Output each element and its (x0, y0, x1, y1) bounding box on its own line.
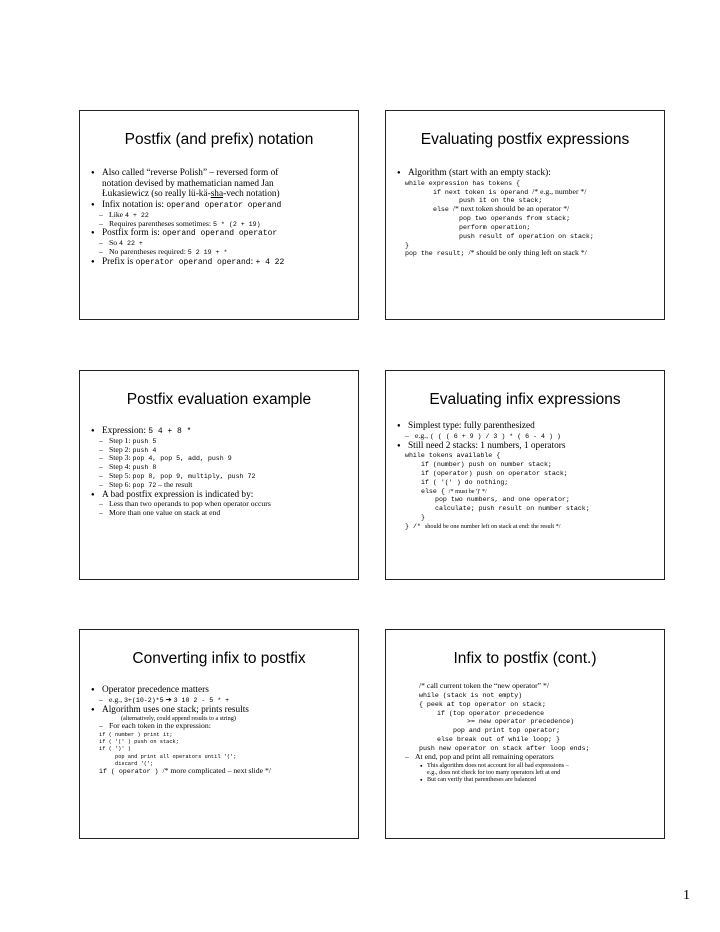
list-item: ● This algorithm does not account for all bad expressions – (397, 762, 658, 769)
code-line: } /* should be one number left on stack at end: the result */ (405, 521, 561, 530)
slide-title: Converting infix to postfix (132, 650, 306, 667)
slide-postfix-prefix-notation (79, 110, 359, 320)
code-line: >= new operator precedence) (467, 717, 575, 726)
list-item: ● Also called “reverse Polish” – reversed form of (91, 168, 352, 179)
slide-body (91, 685, 352, 776)
list-item: ● Operator precedence matters (91, 685, 352, 696)
slide-title: Postfix (and prefix) notation (124, 131, 314, 148)
list-item: ● Prefix is operator operand operand: + 4 22 (91, 257, 352, 268)
page-number: 1 (683, 888, 690, 903)
list-item-note: (alternatively, could append results to a string) (121, 715, 236, 723)
code-line: if (number) push on number stack; (421, 460, 552, 469)
code-line: if (top operator precedence (437, 708, 545, 717)
right-arrow-icon: ➔ (165, 694, 172, 704)
list-item: – For each token in the expression: (91, 722, 352, 731)
slide-title: Postfix evaluation example (126, 391, 312, 408)
list-item: – Step 6: pop 72 – the result (91, 481, 352, 490)
list-item: ● Simplest type: fully parenthesized (397, 421, 658, 432)
code-line: else /* next token should be an operator */ (433, 204, 570, 214)
code-line: if ( '(' ) do nothing; (421, 477, 509, 486)
slide-title: Infix to postfix (cont.) (453, 650, 597, 667)
code-line: else break out of while loop; } (437, 735, 560, 744)
code-line: if (operator) push on operator stack; (421, 468, 568, 477)
code-line: pop and print top operator; (453, 726, 561, 735)
list-item: – More than one value on stack at end (91, 509, 352, 518)
slide-converting-infix-to-postfix (79, 629, 359, 839)
list-item: – Step 4: push 8 (91, 463, 352, 472)
code-line: push new operator on stack after loop ends; (419, 743, 590, 752)
list-item: ● But can verify that parentheses are balanced (397, 776, 658, 783)
code-line: while (stack is not empty) (419, 690, 523, 699)
list-item: – Step 3: pop 4, pop 5, add, push 9 (91, 454, 352, 463)
slide-body (397, 168, 658, 258)
code-line: pop two operands from stack; (459, 214, 571, 223)
list-item: – Requires parentheses sometimes: 5 * (2 + 19) (91, 220, 352, 229)
slide-evaluating-infix (385, 370, 665, 580)
code-line: { peek at top operator on stack; (419, 699, 546, 708)
slide-body (91, 426, 352, 518)
list-item: – e.g., ( ( ( 6 + 9 ) / 3 ) * ( 6 - 4 ) ) (397, 432, 658, 441)
list-item: ● Algorithm (start with an empty stack): (397, 168, 658, 179)
list-item: – e.g., 3+(10-2)*5 ➔ 3 10 2 - 5 * + (91, 696, 352, 705)
code-line: while tokens available { (405, 451, 501, 460)
slide-body (397, 421, 658, 531)
slide-body (91, 168, 352, 268)
list-item: – Step 5: pop 8, pop 9, multiply, push 72 (91, 472, 352, 481)
code-line: calculate; push result on number stack; (435, 504, 590, 513)
code-line: pop the result; /* should be only thing left on stack */ (405, 248, 587, 258)
comment-line: /* call current token the “new operator” */ (419, 681, 549, 690)
list-item: – Less than two operands to pop when operator occurs (91, 500, 352, 509)
list-item: Łukasiewicz (so really lü-kä-sha-vech notation) (102, 189, 280, 200)
code-line: else { /* must be ')' */ (421, 486, 487, 495)
list-item: – No parentheses required: 5 2 19 + * (91, 248, 352, 257)
slide-evaluating-postfix (385, 110, 665, 320)
list-item: ● Algorithm uses one stack; prints results (91, 705, 352, 716)
list-item: e.g., does not check for too many operators left at end (427, 768, 561, 776)
list-item: – Step 1: push 5 (91, 437, 352, 446)
list-item: ● Infix notation is: operand operator operand (91, 200, 352, 211)
slide-infix-to-postfix-cont (385, 629, 665, 839)
code-line: while expression has tokens { (405, 178, 521, 187)
code-line: push it on the stack; (459, 196, 543, 205)
list-item: ● Still need 2 stacks: 1 numbers, 1 operators (397, 441, 658, 452)
code-line: if ( '(' ) push on stack; (99, 739, 179, 746)
code-line: } (405, 240, 409, 249)
code-line: discard '('; (115, 760, 154, 767)
code-line: } (421, 513, 425, 522)
code-line: if ( operator ) /* more complicated – next slide */ (99, 765, 271, 775)
list-item: – At end, pop and print all remaining operators (397, 753, 658, 762)
slide-title: Evaluating postfix expressions (420, 131, 630, 148)
slide-body (397, 682, 658, 783)
code-line: if ( ')' ) (99, 746, 131, 753)
code-line: if next token is operand /* e.g., number */ (433, 186, 587, 196)
list-item: – Step 2: push 4 (91, 446, 352, 455)
list-item: ● A bad postfix expression is indicated by: (91, 490, 352, 501)
list-item: notation devised by mathematician named Jan (102, 178, 274, 189)
list-item: – Like 4 + 22 (91, 211, 352, 220)
code-line: pop and print all operators until '('; (115, 753, 237, 760)
code-line: push result of operation on stack; (459, 231, 594, 240)
list-item: – So 4 22 + (91, 239, 352, 248)
code-line: pop two numbers, and one operator; (435, 495, 570, 504)
code-line: if ( number ) print it; (99, 732, 173, 739)
slide-postfix-evaluation-example (79, 370, 359, 580)
code-line: perform operation; (459, 222, 531, 231)
list-item: ● Expression: 5 4 + 8 * (91, 426, 352, 437)
slide-title: Evaluating infix expressions (429, 391, 621, 408)
list-item: ● Postfix form is: operand operand operator (91, 228, 352, 239)
